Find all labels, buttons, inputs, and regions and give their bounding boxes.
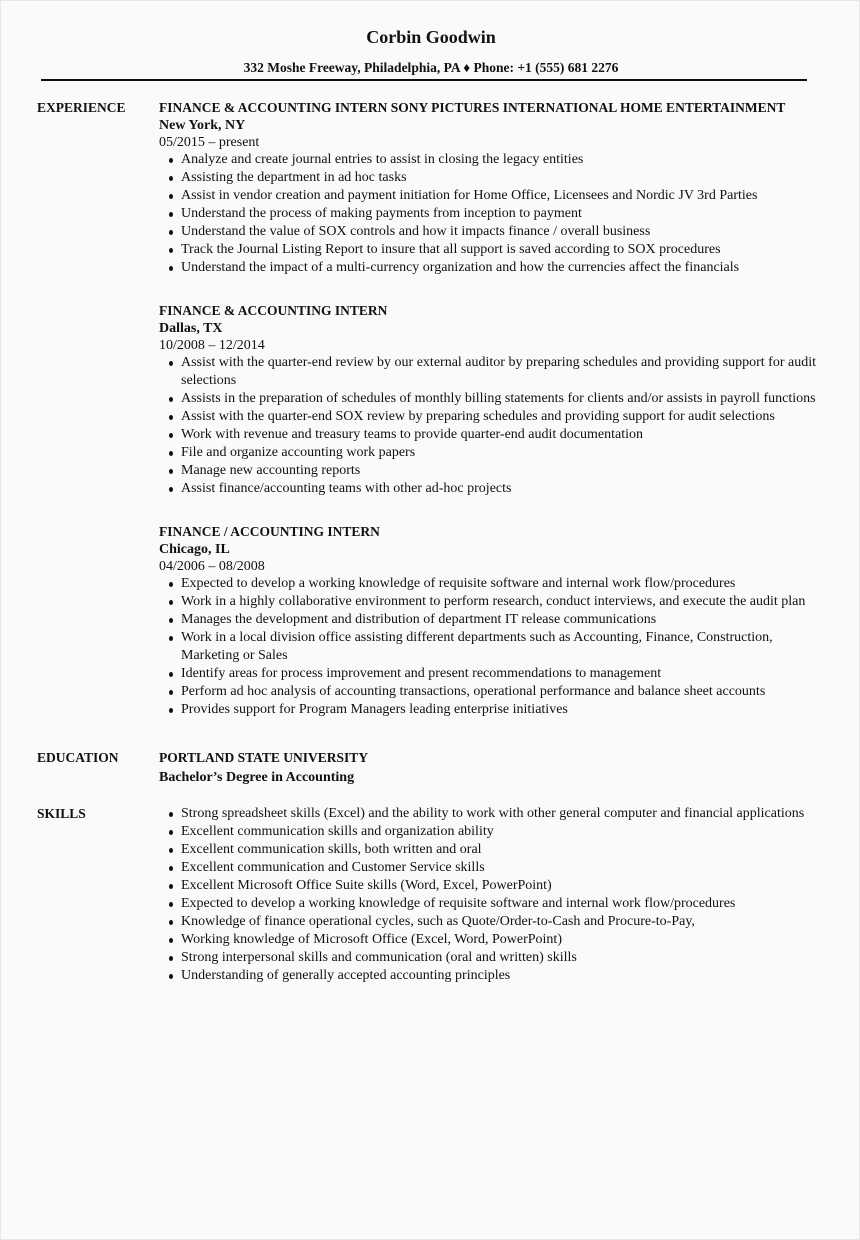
bullet-item: Perform ad hoc analysis of accounting transactions, operational performance and balance sheet accounts	[159, 683, 819, 701]
job-dates: 04/2006 – 08/2008	[159, 559, 265, 574]
bullet-item: Manage new accounting reports	[159, 462, 819, 480]
bullet-item: Analyze and create journal entries to assist in closing the legacy entities	[159, 151, 819, 169]
skill-item: Knowledge of finance operational cycles, such as Quote/Order-to-Cash and Procure-to-Pay,	[159, 913, 819, 931]
job-bullets	[159, 354, 819, 498]
bullet-item: Identify areas for process improvement and present recommendations to management	[159, 665, 819, 683]
job-entry	[159, 523, 819, 719]
section-label-education: EDUCATION	[37, 750, 119, 765]
bullet-item: Understand the impact of a multi-currency organization and how the currencies affect the financials	[159, 259, 819, 277]
job-bullets	[159, 575, 819, 719]
experience-section	[1, 99, 860, 744]
job-title: FINANCE / ACCOUNTING INTERN	[159, 524, 380, 539]
bullet-item: Assist in vendor creation and payment initiation for Home Office, Licensees and Nordic JV 3rd Parties	[159, 187, 819, 205]
bullet-item: Assisting the department in ad hoc tasks	[159, 169, 819, 187]
skill-item: Excellent Microsoft Office Suite skills (Word, Excel, PowerPoint)	[159, 877, 819, 895]
skills-section	[1, 805, 860, 985]
bullet-item: Provides support for Program Managers leading enterprise initiatives	[159, 701, 819, 719]
job-location: New York, NY	[159, 118, 246, 133]
bullet-item: Assist finance/accounting teams with other ad-hoc projects	[159, 480, 819, 498]
job-bullets	[159, 151, 819, 277]
school-name: PORTLAND STATE UNIVERSITY	[159, 750, 369, 765]
contact-info: 332 Moshe Freeway, Philadelphia, PA ♦ Phone: +1 (555) 681 2276	[243, 60, 619, 75]
bullet-item: Assist with the quarter-end review by our external auditor by preparing schedules and providing support for audit selections	[159, 354, 819, 390]
bullet-item: Understand the process of making payments from inception to payment	[159, 205, 819, 223]
job-entry	[159, 302, 819, 498]
section-label-skills: SKILLS	[37, 806, 86, 821]
skill-item: Working knowledge of Microsoft Office (Excel, Word, PowerPoint)	[159, 931, 819, 949]
job-dates: 05/2015 – present	[159, 135, 260, 150]
bullet-item: Work with revenue and treasury teams to provide quarter-end audit documentation	[159, 426, 819, 444]
job-entry	[159, 99, 819, 277]
section-label-experience: EXPERIENCE	[37, 100, 126, 115]
bullet-item: Assist with the quarter-end SOX review by preparing schedules and providing support for audit selections	[159, 408, 819, 426]
education-section	[1, 749, 860, 787]
skill-item: Expected to develop a working knowledge of requisite software and internal work flow/procedures	[159, 895, 819, 913]
bullet-item: Assists in the preparation of schedules of monthly billing statements for clients and/or assists in payroll functions	[159, 390, 819, 408]
candidate-name: Corbin Goodwin	[366, 27, 496, 47]
skill-item: Strong interpersonal skills and communication (oral and written) skills	[159, 949, 819, 967]
job-dates: 10/2008 – 12/2014	[159, 338, 265, 353]
bullet-item: Work in a local division office assisting different departments such as Accounting, Finance, Construction, Marketing or Sales	[159, 629, 819, 665]
bullet-item: Expected to develop a working knowledge of requisite software and internal work flow/procedures	[159, 575, 819, 593]
bullet-item: Work in a highly collaborative environment to perform research, conduct interviews, and execute the audit plan	[159, 593, 819, 611]
skill-item: Excellent communication and Customer Service skills	[159, 859, 819, 877]
header-divider	[41, 79, 807, 81]
skills-list	[159, 805, 819, 985]
experience-list	[159, 99, 819, 744]
skill-item: Strong spreadsheet skills (Excel) and the ability to work with other general computer and financial applications	[159, 805, 819, 823]
bullet-item: Understand the value of SOX controls and how it impacts finance / overall business	[159, 223, 819, 241]
bullet-item: Manages the development and distribution of department IT release communications	[159, 611, 819, 629]
job-title: FINANCE & ACCOUNTING INTERN SONY PICTURES INTERNATIONAL HOME ENTERTAINMENT	[159, 100, 786, 115]
skill-item: Excellent communication skills, both written and oral	[159, 841, 819, 859]
job-location: Dallas, TX	[159, 321, 223, 336]
skill-item: Excellent communication skills and organization ability	[159, 823, 819, 841]
bullet-item: Track the Journal Listing Report to insure that all support is saved according to SOX procedures	[159, 241, 819, 259]
job-title: FINANCE & ACCOUNTING INTERN	[159, 303, 388, 318]
job-location: Chicago, IL	[159, 542, 230, 557]
skill-item: Understanding of generally accepted accounting principles	[159, 967, 819, 985]
degree: Bachelor’s Degree in Accounting	[159, 770, 355, 785]
bullet-item: File and organize accounting work papers	[159, 444, 819, 462]
